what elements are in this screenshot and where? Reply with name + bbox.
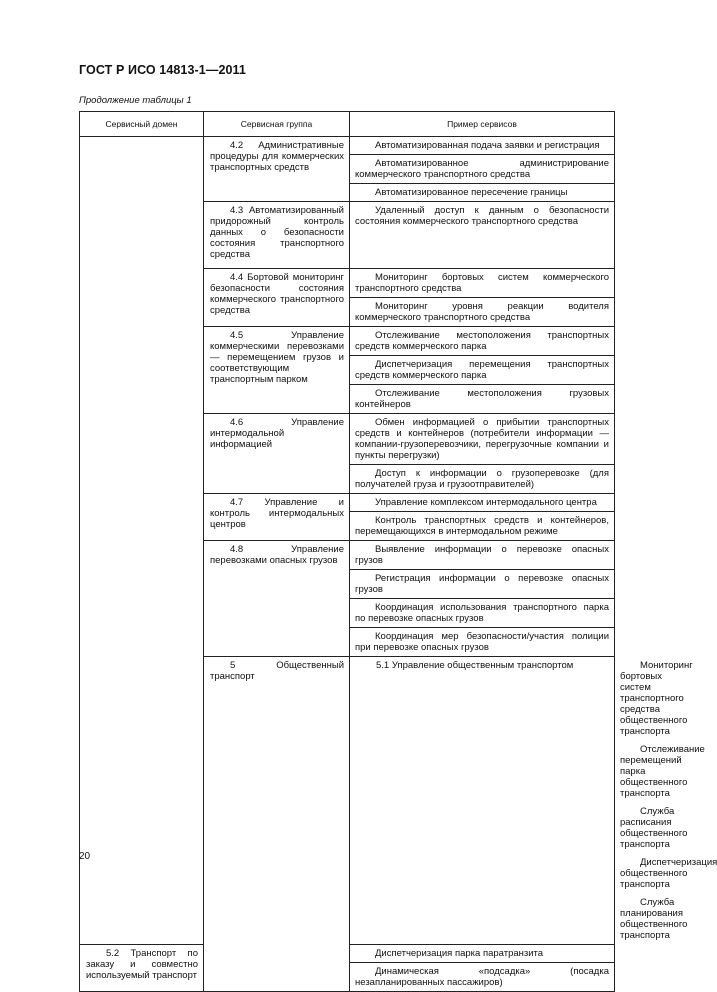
example-text: Отслеживание местоположения грузовых контейнеров	[355, 388, 609, 410]
example-text: Диспетчеризация парка паратранзита	[375, 948, 544, 959]
table-row: Служба расписания общественного транспорта	[620, 806, 688, 850]
example-text: Мониторинг бортовых систем коммерческого транспортного средства	[355, 272, 609, 294]
group-cell	[204, 269, 350, 327]
example-text: Обмен информацией о прибытии транспортных средств и контейнеров (потребители информации — компании-грузоперевозчики, перегрузочные компании и пункты перегрузки)	[355, 417, 609, 461]
example-cell	[350, 570, 615, 599]
group-label: 4.4 Бортовой мониторинг безопасности состояния коммерческого транспортного средства	[210, 272, 344, 316]
example-cell	[350, 356, 615, 385]
table-row: Отслеживание перемещений парка общественного транспорта	[620, 744, 705, 799]
group-cell	[80, 945, 204, 992]
example-cell	[350, 541, 615, 570]
example-cell	[350, 269, 615, 298]
header-row	[80, 112, 615, 137]
example-cell	[350, 512, 615, 541]
group-cell	[204, 494, 350, 541]
document-title: ГОСТ Р ИСО 14813-1—2011	[79, 63, 246, 77]
group-label: 4.6 Управление интермодальной информацией	[210, 417, 344, 450]
domain-cell-5	[204, 657, 350, 992]
group-label: 5.2 Транспорт по заказу и совместно используемый транспорт	[86, 948, 198, 981]
header-group: Сервисная группа	[204, 112, 350, 137]
example-text: Удаленный доступ к данным о безопасности состояния коммерческого транспортного средства	[355, 205, 609, 227]
group-label: 4.7 Управление и контроль интермодальных центров	[210, 497, 344, 530]
table-row: Служба планирования общественного транспорта	[620, 897, 688, 941]
domain-cell-4	[80, 137, 204, 945]
group-cell	[204, 137, 350, 202]
table-row: 5 Общественный транспорт 5.1 Управление общественным транспортом Мониторинг бортовых систем транспортного средства общественного транспорта	[80, 657, 615, 741]
example-cell	[350, 414, 615, 465]
page-number: 20	[79, 851, 91, 862]
table-row	[80, 137, 615, 155]
example-text: Автоматизированная подача заявки и регистрация	[375, 140, 600, 151]
group-label: 4.8 Управление перевозками опасных грузов	[210, 544, 344, 566]
example-cell	[350, 599, 615, 628]
example-cell	[350, 137, 615, 155]
example-text: Управление комплексом интермодального центра	[375, 497, 597, 508]
group-label: 4.5 Управление коммерческими перевозками — перемещением грузов и соответствующим транспортным парком	[210, 330, 344, 385]
example-cell	[350, 945, 615, 963]
example-cell	[350, 628, 615, 657]
example-text: Мониторинг уровня реакции водителя коммерческого транспортного средства	[355, 301, 609, 323]
group-label: 5.1 Управление общественным транспортом	[376, 660, 574, 671]
services-table	[79, 111, 717, 992]
example-text: Автоматизированное пересечение границы	[375, 187, 568, 198]
group-label: 4.3 Автоматизированный придорожный контроль данных о безопасности состояния транспортного средства	[210, 205, 344, 260]
example-cell	[350, 963, 615, 992]
domain-label: 5 Общественный транспорт	[210, 660, 344, 682]
example-text: Отслеживание местоположения транспортных средств коммерческого парка	[355, 330, 609, 352]
example-cell	[350, 184, 615, 202]
example-cell	[350, 385, 615, 414]
example-cell	[350, 465, 615, 494]
table-caption: Продолжение таблицы 1	[79, 95, 192, 106]
example-text: Диспетчеризация перемещения транспортных средств коммерческого парка	[355, 359, 609, 381]
example-cell	[350, 155, 615, 184]
example-text: Автоматизированное администрирование коммерческого транспортного средства	[355, 158, 609, 180]
group-cell	[204, 327, 350, 414]
example-cell	[350, 327, 615, 356]
example-text: Выявление информации о перевозке опасных грузов	[355, 544, 609, 566]
example-text: Контроль транспортных средств и контейнеров, перемещающихся в интермодальном режиме	[355, 515, 609, 537]
table-row: Диспетчеризация общественного транспорта	[620, 857, 717, 890]
group-label: 4.2 Административные процедуры для коммерческих транспортных средств	[210, 140, 344, 173]
example-cell	[350, 298, 615, 327]
group-cell	[204, 414, 350, 494]
example-cell	[350, 202, 615, 269]
group-cell	[204, 202, 350, 269]
example-cell	[350, 494, 615, 512]
example-text: Динамическая «подсадка» (посадка незапланированных пассажиров)	[355, 966, 609, 988]
group-cell	[204, 541, 350, 657]
example-text: Координация мер безопасности/участия полиции при перевозке опасных грузов	[355, 631, 609, 653]
header-domain: Сервисный домен	[80, 112, 204, 137]
group-cell	[350, 657, 615, 945]
header-examples: Пример сервисов	[350, 112, 615, 137]
example-text: Доступ к информации о грузоперевозке (для получателей груза и грузоотправителей)	[355, 468, 609, 490]
example-text: Регистрация информации о перевозке опасных грузов	[355, 573, 609, 595]
example-text: Координация использования транспортного парка по перевозке опасных грузов	[355, 602, 609, 624]
